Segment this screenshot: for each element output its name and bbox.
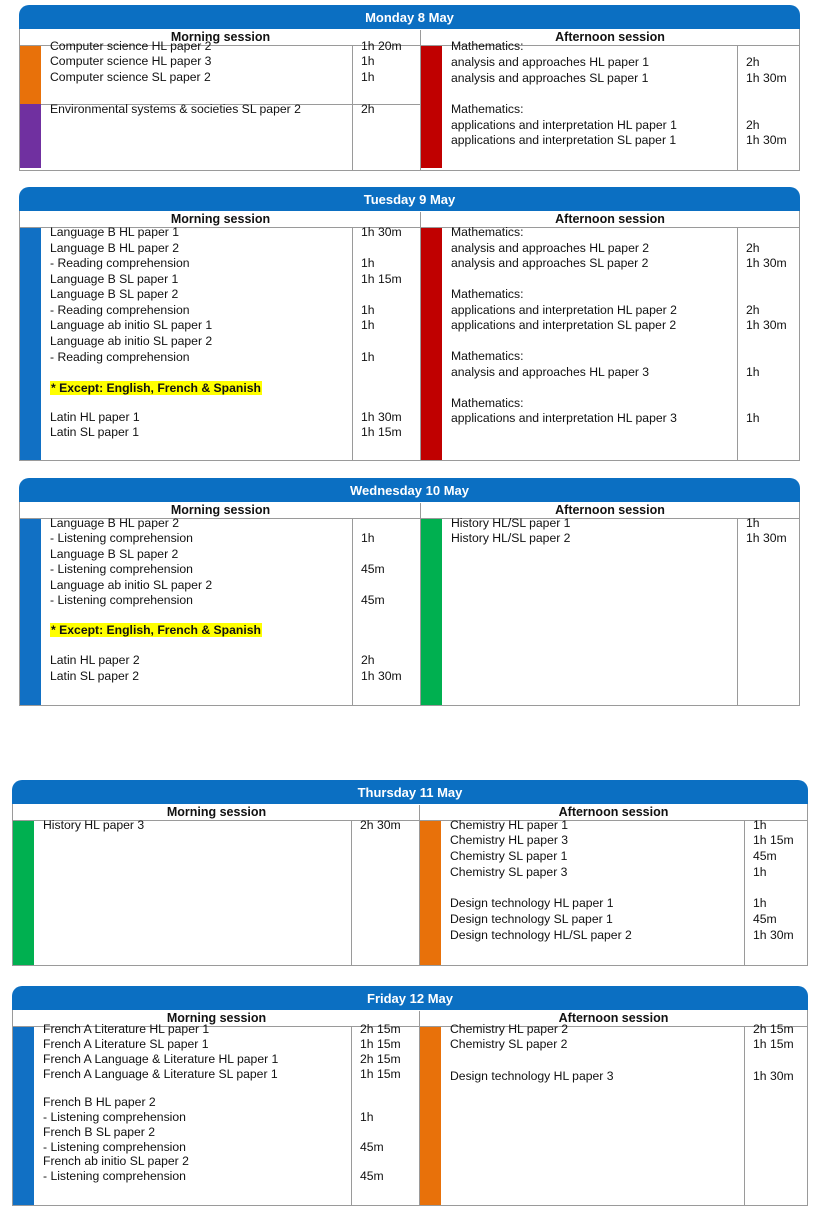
- afternoon-exam-name: Design technology HL paper 3: [450, 1069, 614, 1083]
- morning-session-label: Morning session: [170, 30, 271, 44]
- subject-color-bar: [421, 228, 442, 460]
- subject-color-bar: [20, 228, 41, 460]
- morning-exam-name: French B SL paper 2: [43, 1125, 156, 1139]
- subject-color-bar: [421, 46, 442, 168]
- morning-exam-name: - Listening comprehension: [50, 593, 193, 607]
- afternoon-exam-duration: 2h: [746, 303, 760, 317]
- morning-exam-name: French A Language & Literature HL paper 1: [43, 1052, 279, 1066]
- afternoon-session-label: Afternoon session: [555, 30, 665, 44]
- morning-exam-name: French A Literature SL paper 1: [43, 1037, 209, 1051]
- column-divider: [352, 46, 353, 170]
- morning-exam-duration: 45m: [361, 593, 385, 607]
- afternoon-exam-name: Chemistry SL paper 3: [450, 865, 568, 879]
- afternoon-session-label: Afternoon session: [558, 805, 669, 819]
- afternoon-exam-duration: 2h: [746, 241, 760, 255]
- afternoon-exam-duration: 45m: [753, 849, 777, 863]
- afternoon-exam-name: applications and interpretation HL paper 2: [451, 303, 677, 317]
- column-divider: [744, 821, 745, 965]
- column-divider: [737, 46, 738, 170]
- morning-exam-name: - Listening comprehension: [43, 1140, 186, 1154]
- afternoon-exam-name: Mathematics:: [451, 349, 524, 363]
- afternoon-exam-duration: 2h: [746, 55, 760, 69]
- day-body: [12, 1022, 808, 1206]
- afternoon-exam-duration: 1h 30m: [746, 256, 787, 270]
- morning-exam-name: - Listening comprehension: [50, 531, 193, 545]
- morning-exam-duration: 2h: [361, 653, 375, 667]
- morning-exam-name: Language B HL paper 1: [50, 225, 179, 239]
- day-body: [19, 227, 800, 461]
- morning-exam-duration: 1h: [360, 1110, 374, 1124]
- afternoon-exam-name: Design technology HL paper 1: [450, 896, 614, 910]
- morning-exam-name: French ab initio SL paper 2: [43, 1154, 189, 1168]
- afternoon-exam-name: applications and interpretation HL paper 3: [451, 411, 677, 425]
- morning-exam-name: - Reading comprehension: [50, 256, 190, 270]
- column-divider: [352, 228, 353, 460]
- subject-color-bar: [13, 821, 34, 965]
- afternoon-exam-duration: 2h: [746, 118, 760, 132]
- morning-exam-name: - Listening comprehension: [43, 1110, 186, 1124]
- day-body: [19, 518, 800, 706]
- afternoon-exam-name: Chemistry SL paper 2: [450, 1037, 568, 1051]
- morning-exam-name: Environmental systems & societies SL paper 2: [50, 102, 301, 116]
- afternoon-exam-duration: 1h 30m: [746, 71, 787, 85]
- column-divider: [351, 821, 352, 965]
- morning-exam-name: French A Literature HL paper 1: [43, 1022, 210, 1036]
- afternoon-exam-name: Mathematics:: [451, 396, 524, 410]
- morning-exam-duration: 1h: [361, 70, 375, 84]
- afternoon-exam-name: analysis and approaches SL paper 1: [451, 71, 649, 85]
- morning-exam-duration: 1h: [361, 54, 375, 68]
- afternoon-exam-name: Mathematics:: [451, 102, 524, 116]
- morning-exam-name: [50, 623, 262, 638]
- column-divider: [737, 519, 738, 705]
- morning-exam-duration: 1h: [361, 350, 375, 364]
- highlight-note: * Except: English, French & Spanish: [51, 381, 261, 395]
- morning-exam-name: Language ab initio SL paper 1: [50, 318, 213, 332]
- column-divider: [744, 1027, 745, 1205]
- morning-exam-duration: 1h 20m: [361, 39, 402, 53]
- day-header: Wednesday 10 May: [19, 478, 800, 502]
- column-divider: [737, 228, 738, 460]
- afternoon-exam-name: Mathematics:: [451, 225, 524, 239]
- afternoon-exam-duration: 1h: [753, 818, 767, 832]
- morning-exam-duration: 1h: [361, 318, 375, 332]
- day-body: [19, 39, 800, 171]
- day-header: Tuesday 9 May: [19, 187, 800, 211]
- afternoon-exam-name: Chemistry HL paper 1: [450, 818, 569, 832]
- morning-session-label: Morning session: [166, 805, 267, 819]
- morning-exam-duration: 1h 15m: [361, 272, 402, 286]
- afternoon-exam-name: Design technology SL paper 1: [450, 912, 613, 926]
- morning-exam-duration: 45m: [360, 1169, 384, 1183]
- morning-exam-duration: 2h 15m: [360, 1022, 401, 1036]
- afternoon-exam-name: applications and interpretation SL paper 1: [451, 133, 677, 147]
- afternoon-exam-name: Mathematics:: [451, 287, 524, 301]
- afternoon-exam-name: Design technology HL/SL paper 2: [450, 928, 632, 942]
- afternoon-exam-name: analysis and approaches HL paper 1: [451, 55, 650, 69]
- morning-exam-duration: 45m: [361, 562, 385, 576]
- afternoon-exam-duration: 1h 30m: [746, 531, 787, 545]
- subject-color-bar: [420, 1027, 441, 1205]
- afternoon-exam-duration: 1h 15m: [753, 1037, 794, 1051]
- morning-exam-name: Language ab initio SL paper 2: [50, 578, 213, 592]
- morning-exam-duration: 1h: [361, 256, 375, 270]
- morning-session-label: Morning session: [170, 503, 271, 517]
- morning-exam-name: History HL paper 3: [43, 818, 145, 832]
- morning-exam-duration: 1h 15m: [360, 1037, 401, 1051]
- morning-session-label: Morning session: [170, 212, 271, 226]
- morning-exam-name: French B HL paper 2: [43, 1095, 156, 1109]
- subject-color-bar: [13, 1027, 34, 1205]
- morning-exam-name: Language ab initio SL paper 2: [50, 334, 213, 348]
- afternoon-exam-duration: 45m: [753, 912, 777, 926]
- afternoon-exam-name: Mathematics:: [451, 39, 524, 53]
- morning-exam-duration: 45m: [360, 1140, 384, 1154]
- day-block-tuesday-9-may: [19, 187, 800, 461]
- morning-exam-name: French A Language & Literature SL paper 1: [43, 1067, 278, 1081]
- morning-exam-name: Computer science HL paper 2: [50, 39, 212, 53]
- morning-exam-duration: 1h: [361, 303, 375, 317]
- subject-color-bar: [20, 104, 41, 168]
- subject-color-bar: [420, 821, 441, 965]
- morning-exam-duration: 1h: [361, 531, 375, 545]
- morning-exam-name: Latin HL paper 1: [50, 410, 140, 424]
- highlight-note: * Except: English, French & Spanish: [51, 623, 261, 637]
- morning-session-label: Morning session: [166, 1011, 267, 1025]
- morning-exam-name: Language B HL paper 2: [50, 241, 179, 255]
- day-header: Friday 12 May: [12, 986, 808, 1010]
- morning-exam-duration: 1h 15m: [360, 1067, 401, 1081]
- afternoon-exam-duration: 2h 15m: [753, 1022, 794, 1036]
- day-body: [12, 820, 808, 966]
- afternoon-exam-name: Chemistry HL paper 3: [450, 833, 569, 847]
- afternoon-session-label: Afternoon session: [558, 1011, 669, 1025]
- afternoon-exam-duration: 1h 30m: [746, 133, 787, 147]
- afternoon-exam-name: applications and interpretation HL paper 1: [451, 118, 677, 132]
- morning-exam-name: - Listening comprehension: [50, 562, 193, 576]
- morning-exam-duration: 1h 30m: [361, 669, 402, 683]
- morning-exam-duration: 2h 30m: [360, 818, 401, 832]
- day-block-thursday-11-may: [12, 780, 808, 966]
- morning-exam-duration: 1h 30m: [361, 225, 402, 239]
- morning-exam-name: - Reading comprehension: [50, 350, 190, 364]
- morning-exam-duration: 1h 15m: [361, 425, 402, 439]
- morning-exam-name: - Reading comprehension: [50, 303, 190, 317]
- morning-exam-name: Computer science SL paper 2: [50, 70, 211, 84]
- afternoon-exam-name: applications and interpretation SL paper 2: [451, 318, 677, 332]
- day-block-monday-8-may: [19, 5, 800, 171]
- afternoon-exam-name: analysis and approaches HL paper 3: [451, 365, 650, 379]
- afternoon-session-label: Afternoon session: [555, 212, 665, 226]
- morning-exam-name: Language B SL paper 2: [50, 287, 179, 301]
- subject-color-bar: [20, 46, 41, 104]
- afternoon-exam-name: History HL/SL paper 2: [451, 531, 571, 545]
- afternoon-exam-duration: 1h 30m: [753, 1069, 794, 1083]
- afternoon-exam-duration: 1h 30m: [746, 318, 787, 332]
- morning-exam-name: Language B SL paper 2: [50, 547, 179, 561]
- morning-exam-name: [50, 381, 262, 396]
- morning-exam-duration: 1h 30m: [361, 410, 402, 424]
- day-header: Monday 8 May: [19, 5, 800, 29]
- afternoon-exam-duration: 1h: [746, 365, 760, 379]
- morning-exam-name: Latin SL paper 2: [50, 669, 139, 683]
- afternoon-exam-name: History HL/SL paper 1: [451, 516, 571, 530]
- column-divider: [351, 1027, 352, 1205]
- day-block-friday-12-may: [12, 986, 808, 1206]
- afternoon-exam-duration: 1h: [746, 411, 760, 425]
- afternoon-exam-duration: 1h: [746, 516, 760, 530]
- afternoon-exam-duration: 1h: [753, 896, 767, 910]
- morning-exam-name: Computer science HL paper 3: [50, 54, 212, 68]
- afternoon-exam-name: Chemistry HL paper 2: [450, 1022, 569, 1036]
- afternoon-session-label: Afternoon session: [555, 503, 665, 517]
- morning-exam-name: Latin HL paper 2: [50, 653, 140, 667]
- subject-color-bar: [421, 519, 442, 705]
- afternoon-exam-duration: 1h 30m: [753, 928, 794, 942]
- morning-exam-name: Language B HL paper 2: [50, 516, 179, 530]
- morning-exam-name: Latin SL paper 1: [50, 425, 139, 439]
- day-header: Thursday 11 May: [12, 780, 808, 804]
- afternoon-exam-duration: 1h 15m: [753, 833, 794, 847]
- morning-exam-duration: 2h 15m: [360, 1052, 401, 1066]
- afternoon-exam-name: analysis and approaches SL paper 2: [451, 256, 649, 270]
- afternoon-exam-duration: 1h: [753, 865, 767, 879]
- morning-exam-name: - Listening comprehension: [43, 1169, 186, 1183]
- morning-exam-duration: 2h: [361, 102, 375, 116]
- day-block-wednesday-10-may: [19, 478, 800, 706]
- column-divider: [352, 519, 353, 705]
- afternoon-exam-name: Chemistry SL paper 1: [450, 849, 568, 863]
- morning-exam-name: Language B SL paper 1: [50, 272, 179, 286]
- afternoon-exam-name: analysis and approaches HL paper 2: [451, 241, 650, 255]
- subject-color-bar: [20, 519, 41, 705]
